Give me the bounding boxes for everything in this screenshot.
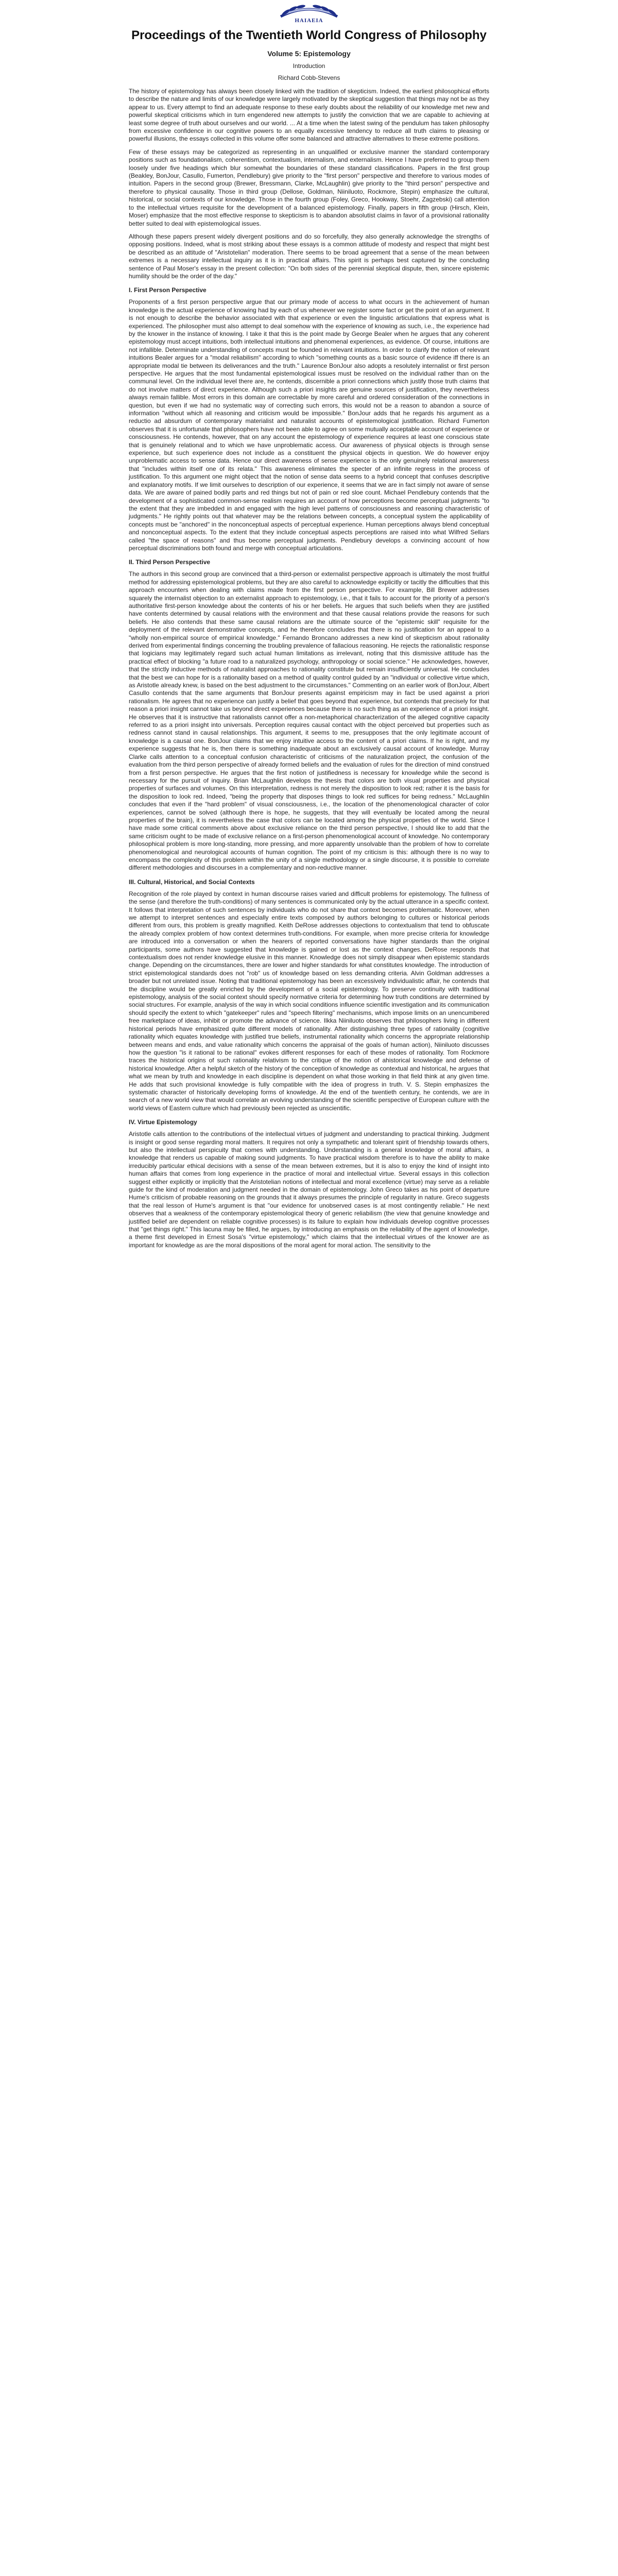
section-paragraph: Proponents of a first person perspective argue that our primary mode of access to what occurs in the achievement of human knowledge is the actual experience of knowing had by each of us whenever we register some fact or get the point of an argument. It is not enough to describe the behavior associated with that experience or even the linguistic articulations that express what is experienced. The philosopher must also attempt to deal somehow with the experience of knowing as such, i.e., the experience had by the knower in the instance of knowing. I take it that this is the point made by George Bealer when he argues that any coherent epistemology must accept intuitions, both intellectual intuitions and phenomenal experiences, as evidence. Of course, intuitions are not infallible. Determinate understanding of concepts must be founded in relevant intuitions. In order to clarify the notion of relevant intuitions Bealer argues for a "modal reliabilism" according to which "something counts as a basic source of evidence iff there is an appropriate modal tie between its deliverances and the truth." Laurence BonJour also adopts a resolutely internalist or first person perspective. He argues that the most fundamental epistemological issues must be resolved on the individual rather than on the communal level. On the individual level there are, he contends, discernible a priori connections which justify those truth claims that do not involve matters of direct experience. Although such a priori insights are genuine sources of justification, they nevertheless always remain fallible. Most errors in this domain are correctable by more careful and ordered consideration of the connections in question, but even if we had no systematic way of correcting such errors, this would not be a reason to abandon a source of information "without which all reasoning and criticism would be impossible." BonJour adds that he regards his argument as a reductio ad absurdum of contemporary materialist and naturalist accounts of epistemological justification. Richard Fumerton observes that it is unfortunate that philosophers have not been able to agree on some mutually acceptable account of experience or consciousness. He contends, however, that on any account the epistemology of experience requires at least one conscious state that is genuinely relational and to which we have unproblematic access. Our awareness of physical objects is through sense experience, but such experience does not include as a constituent the physical objects in question. We do however enjoy unproblematic access to sense data. Hence our direct awareness of sense experience is the only genuinely relational awareness that "includes within itself one of its relata." This awareness eliminates the specter of an infinite regress in the process of justification. To this argument one might object that the notion of sense data seems to a hybrid concept that confuses descriptive and explanatory motifs. If we limit ourselves to description of our experience, it seems that we are in fact simply not aware of sense data. We are aware of pained bodily parts and red things but not of pain or red sloe count. Michael Pendlebury contends that the development of a sophisticated common-sense realism requires an account of how perceptions become perceptual judgments "to the extent that they are imbedded in and engaged with the high level patterns of consciousness and reasoning characteristic of judgments." He rightly points out that whatever may be the relations between concepts, a conceptual system the applicability of concepts must be "anchored" in the nonconceptual aspects of perceptual experience. Human perceptions always blend conceptual and nonconceptual aspects. To the extent that they include conceptual aspects perceptions are raised into what Wilfred Sellars called "the space of reasons" and thus become perceptual judgments. Pendlebury develops a convincing account of how perceptual discriminations both found and merge with conceptual articulations.	[129, 298, 489, 552]
section-paragraph: Aristotle calls attention to the contributions of the intellectual virtues of judgment and understanding to practical thinking. Judgment is insight or good sense regarding moral matters. It requires not only a sympathetic and tolerant spirit of friendship towards others, but also the intellectual perspicuity that comes with understanding. Understanding is a general knowledge of moral affairs, a knowledge that renders us capable of making sound judgments. To have practical wisdom therefore is to have the ability to make irreducibly particular ethical decisions with a sense of the mean between extremes, but it is also to enjoy the kind of insight into human affairs that comes from long experience in the practice of moral and intellectual virtue. Several essays in this collection suggest either explicitly or implicitly that the Aristotelian notions of intellectual and moral excellence (virtue) may serve as a reliable guide for the kind of moderation and judgment needed in the domain of epistemology. John Greco takes as his point of departure Hume's criticism of probable reasoning on the grounds that it always presumes the principle of regularity in nature. Greco suggests that the real lesson of Hume's argument is that "our evidence for unobserved cases is at most contingently reliable." He next observes that a weakness of the contemporary epistemological theory of generic reliabilism (the view that genuine knowledge and justified belief are dependent on reliable cognitive processes) is its failure to explain how individuals develop cognitive processes that "get things right." This lacuna may be filled, he argues, by introducing an emphasis on the reliability of the agent of knowledge, a theme first developed in Ernest Sosa's "virtue epistemology," which claims that the intellectual virtues of the knower are as important for knowledge as are the moral dispositions of the moral agent for moral action. The sensitivity to the	[129, 1130, 489, 1249]
laurel-logo-icon	[270, 1, 348, 25]
volume-title: Volume 5: Epistemology	[267, 49, 351, 58]
intro-paragraph: Although these papers present widely divergent positions and do so forcefully, they also generally acknowledge the strengths of opposing positions. Indeed, what is most striking about these essays is a common attitude of modesty and respect that might best be described as an attitude of "Aristotelian" moderation. There seems to be broad agreement that a sense of the mean between extremes is a necessary intellectual inquiry as it is in practical affairs. This spirit is perhaps best captured by the concluding sentence of Paul Moser's essay in the present collection: "On both sides of the perennial skeptical dispute, then, sincere epistemic humility should be the order of the day."	[129, 232, 489, 280]
section-heading-first-person: I. First Person Perspective	[129, 286, 207, 294]
section-paragraph: The authors in this second group are convinced that a third-person or externalist perspective approach is ultimately the most fruitful method for addressing epistemological problems, but they are also careful to acknowledge explicitly or tacitly the difficulties that this approach encounters when dealing with claims made from the first person perspective. For example, Bill Brewer addresses squarely the internalist objection to an externalist approach to epistemology, i.e., that it fails to account for the priority of a person's authoritative first-person knowledge about the contents of his or her beliefs. He argues that such beliefs when they are justified have contents determined by causal relations with the environment and that these causal relations provide the reasons for such beliefs. He also contends that these same causal relations are the ultimate source of the "epistemic skill" requisite for the deployment of the relevant demonstrative concepts, and he therefore concludes that there is no justification for an appeal to a "wholly non-empirical source of empirical knowledge." Fernando Broncano addresses a new kind of skepticism about rationality derived from experimental findings concerning the troubling prevalence of fallacious reasoning. He rejects the rationalistic response that logicians may legitimately regard such actual human limitations as irrelevant, noting that this dismissive attitude has the practical effect of blocking "a future road to a naturalized psychology, anthropology or social science." He acknowledges, however, that the strictly inductive methods of naturalist approaches to rationality constitute but remain insufficiently universal. He concludes that the best we can hope for is a rationality based on a method of quality control guided by an "individual or collective virtue which, as Aristotle already knew, is based on the best adjustment to the circumstances." Commenting on an earlier work of BonJour, Albert Casullo contends that the same arguments that BonJour presents against empiricism may in fact be used against a priori rationalism. He agrees that no experience can justify a belief that goes beyond that experience, but contends that precisely for that reason a priori insight cannot take us beyond direct experiences because there is no such thing as an experience of a priori insight. He observes that it is instructive that rationalists cannot offer a non-metaphorical characterization of the alleged cognitive capacity referred to as a priori insight into universals. Perception requires causal contact with the object perceived but properties such as redness cannot stand in causal relationships. This argument, it seems to me, presupposes that the only legitimate account of knowledge is a causal one. BonJour claims that we enjoy intuitive access to the content of a priori claims. If he is right, and my experience suggests that he is, then there is something inadequate about an exclusively causal account of knowledge. Murray Clarke calls attention to a conceptual confusion characteristic of criticisms of the naturalization project, the confusion of the evaluation from the third person perspective of already formed beliefs and the evaluation of rules for the direction of mind construed from a first person perspective. He argues that the first notion of justifiedness is necessary for knowledge while the second is necessary for the pursuit of inquiry. Brian McLaughlin develops the thesis that colors are both visual properties and physical properties of surfaces and volumes. On this interpretation, redness is not merely the disposition to look red; rather it is the basis for the disposition to look red. Indeed, "being the property that disposes things to look red suffices for being redness." McLaughlin concludes that even if the "hard problem" of visual consciousness, i.e., the location of the phenomenological character of color experiences, cannot be solved (although there is hope, he suggests, that they will eventually be located among the neural properties of the brain), it is nevertheless the case that colors can be located among the physical properties of the world. Since I have made some critical comments above about exclusive reliance on the third person perspective, I should like to add that the same criticism ought to be made of exclusive reliance on a first-person phenomenological account of knowledge. No contemporary philosophical problem is more long-standing, more pressing, and more apparently unsolvable than the problem of how to correlate phenomenological and neurological accounts of human cognition. The point of my criticism is this: although there is no way to encompass the complexity of this problem within the unity of a single methodology or a single discourse, it is possible to correlate different methodologies and discourses in a complementary and non-reductive manner.	[129, 570, 489, 872]
introduction-label: Introduction	[293, 62, 325, 70]
section-heading-virtue: IV. Virtue Epistemology	[129, 1118, 197, 1126]
section-heading-third-person: II. Third Person Perspective	[129, 558, 211, 566]
page-title: Proceedings of the Twentieth World Congress of Philosophy	[131, 28, 487, 42]
document-page	[129, 0, 489, 1249]
intro-paragraph: The history of epistemology has always been closely linked with the tradition of skepticism. Indeed, the earliest philosophical efforts to describe the nature and limits of our knowledge were largely motivated by the skeptical suggestion that things may not be as they appear to us. Every attempt to find an adequate response to these early doubts about the reliability of our knowledge met new and powerful skeptical criticisms which in turn engendered new attempts to justify the conviction that we are capable to achieving at least some degree of truth about ourselves and our world. ... At a time when the latest swing of the pendulum has taken philosophy from excessive confidence in our cognitive powers to an equally excessive tendency to reduce all truth claims to pleasing or powerful illusions, the essays collected in this volume offer some balanced and attractive alternatives to these extreme positions.	[129, 88, 489, 143]
section-heading-contexts: III. Cultural, Historical, and Social Contexts	[129, 878, 255, 886]
logo-text: HAIAEIA	[295, 18, 323, 24]
intro-paragraph: Few of these essays may be categorized as representing in an unqualified or exclusive manner the standard contemporary positions such as foundationalism, coherentism, contextualism, internalism, and externalism. Hence I have preferred to group them loosely under five headings which blur somewhat the boundaries of these standard classifications. Papers in the first group (Beakley, BonJour, Casullo, Fumerton, Pendlebury) give priority to the "first person" perspective and therefore to various modes of intuition. Papers in the second group (Brewer, Bressmann, Clarke, McLaughlin) give priority to the "third person" perspective and therefore to physical causality. Those in third group (Dellose, Goldman, Niiniluoto, Rockmore, Stepin) emphasize the cultural, historical, or social contexts of our knowledge. Those in the fourth group (Foley, Greco, Hookway, Stoehr, Zagzebski) call attention to the intellectual virtues requisite for the development of a balanced epistemology. Finally, papers in fifth group (Hirsch, Klein, Moser) emphasize that the most effective response to skepticism is to abandon absolutist claims in favor of a provisional rationality better suited to deal with epistemological issues.	[129, 148, 489, 227]
congress-logo	[129, 0, 489, 25]
section-paragraph: Recognition of the role played by context in human discourse raises varied and difficult problems for epistemology. The fullness of the sense (and therefore the truth-conditions) of many sentences is communicated only by the actual utterance in a specific context. It follows that interpretation of such sentences by individuals who do not share that context becomes problematic. Moreover, when we attempt to interpret sentences and especially entire texts composed by authors belonging to cultures or historical periods different from ours, this problem is greatly magnified. Keith DeRose addresses objections to contextualism that tend to obfuscate the already complex problem of how context determines truth-conditions. For example, when more precise criteria for knowledge are introduced into a conversation or when the hearers of reported conversations have higher standards than the original participants, some authors have suggested that knowledge is gained or lost as the context changes. DeRose responds that contextualism does not render knowledge elusive in this manner. Knowledge does not simply disappear when epistemic standards change. Depending on the circumstances, there are lower and higher standards for what constitutes knowledge. The introduction of strict epistemological standards does not "rob" us of knowledge based on less demanding criteria. Alvin Goldman addresses a broader but not unrelated issue. Noting that traditional epistemology has been an excessively individualistic affair, he contends that the discipline would be greatly enriched by the development of a social epistemology. To preserve continuity with traditional epistemology, analysis of the social context should specify normative criteria for determining how truth conditions are determined by social structures. For example, analysis of the way in which social conditions influence scientific investigation and its communication should specify the extent to which "gatekeeper" rules and "speech filtering" mechanisms, which impose limits on an unencumbered free marketplace of ideas, inhibit or promote the advance of science. Ilkka Niiniluoto observes that philosophers living in different historical periods have emphasized quite different models of rationality. After distinguishing three types of rationality (cognitive rationality which equates knowledge with justified true beliefs, instrumental rationality which concerns the appropriate relationship between means and ends, and value rationality which concerns the appraisal of the goals of human action), Niiniluoto discusses how the question "is it rational to be rational" evokes different responses for each of these modes of rationality. Tom Rockmore traces the historical origins of such rationality relativism to the critique of the notion of ahistorical knowledge and defense of historical knowledge. After a helpful sketch of the history of the conception of knowledge as contextual and historical, he argues that what we mean by truth and knowledge in each discipline is dependent on what those working in that field think at any given time. He adds that such provisional knowledge is fully compatible with the idea of progress in truth. V. S. Stepin emphasizes the systematic character of historically developing forms of knowledge. At the end of the twentieth century, he contends, we are in search of a new world view that would correlate an evolving understanding of the scientific perspective of European culture with the world views of Eastern culture which had previously been rejected as unscientific.	[129, 890, 489, 1112]
author-name: Richard Cobb-Stevens	[278, 74, 340, 81]
